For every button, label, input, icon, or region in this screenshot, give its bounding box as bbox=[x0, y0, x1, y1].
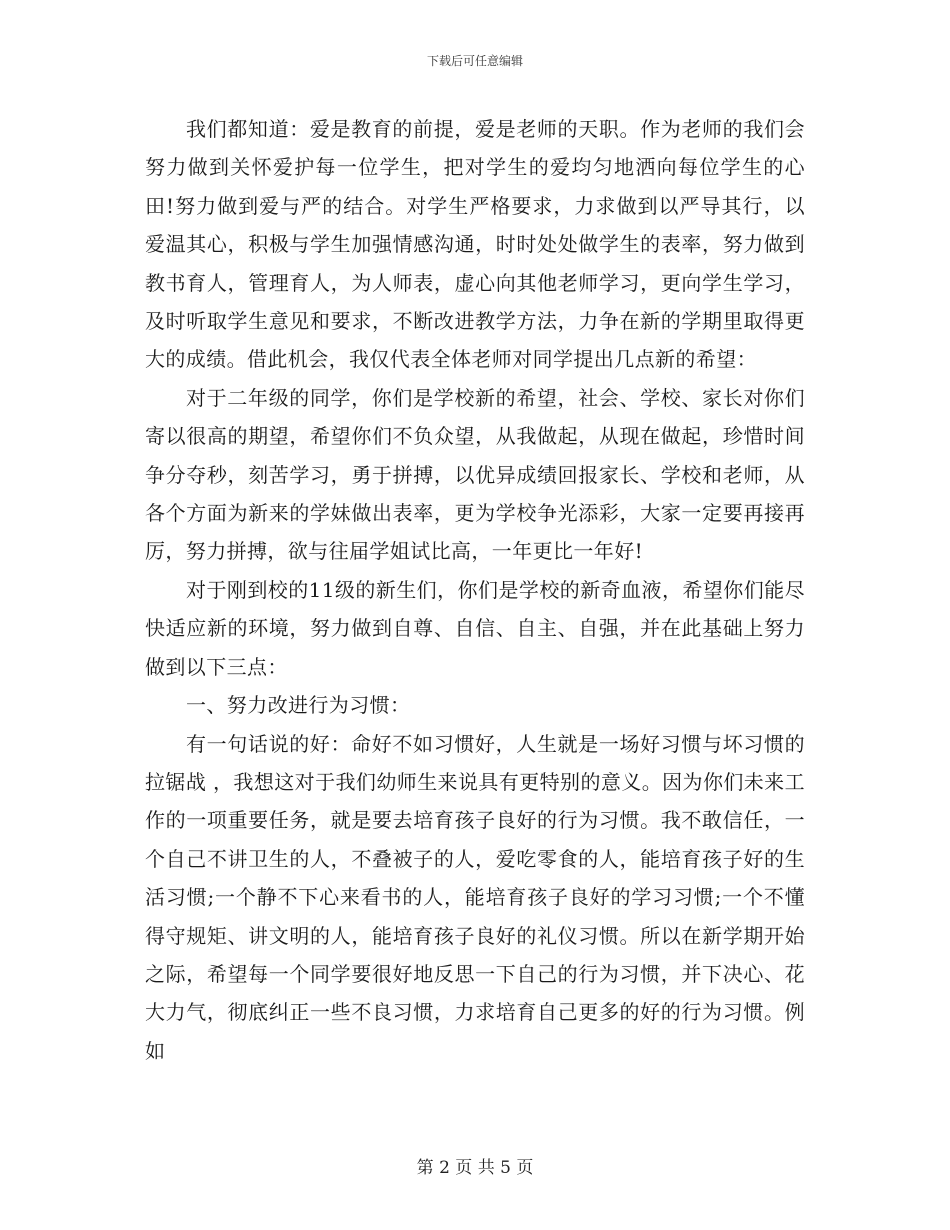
section-heading-habits: 一、努力改进行为习惯： bbox=[186, 693, 411, 718]
paragraph-second-grade: 对于二年级的同学，你们是学校新的希望，社会、学校、家长对你们寄以很高的期望，希望你们不负众望，从我做起，从现在做起，珍惜时间争分夺秒，刻苦学习，勇于拼搏，以优异成绩回报家长、学校和老师，从各个方面为新来的学妹做出表率，更为学校争光添彩，大家一定要再接再厉，努力拼搏，欲与往届学姐试比高，一年更比一年好! bbox=[145, 385, 805, 564]
page-number-footer: 第 2 页 共 5 页 bbox=[416, 1158, 534, 1178]
paragraph-intro: 我们都知道：爱是教育的前提，爱是老师的天职。作为老师的我们会努力做到关怀爱护每一位学生，把对学生的爱均匀地洒向每位学生的心田!努力做到爱与严的结合。对学生严格要求，力求做到以严导其行，以爱温其心，积极与学生加强情感沟通，时时处处做学生的表率，努力做到教书育人，管理育人，为人师表，虚心向其他老师学习，更向学生学习，及时听取学生意见和要求，不断改进教学方法，力争在新的学期里取得更大的成绩。借此机会，我仅代表全体老师对同学提出几点新的希望： bbox=[145, 117, 805, 372]
page-header-note: 下载后可任意编辑 bbox=[426, 54, 523, 68]
paragraph-habits: 有一句话说的好：命好不如习惯好，人生就是一场好习惯与坏习惯的拉锯战 ，我想这对于我们幼师生来说具有更特别的意义。因为你们未来工作的一项重要任务，就是要去培育孩子良好的行为习惯。我不敢信任，一个自己不讲卫生的人，不叠被子的人，爱吃零食的人，能培育孩子好的生活习惯;一个静不下心来看书的人，能培育孩子良好的学习习惯;一个不懂得守规矩、讲文明的人，能培育孩子良好的礼仪习惯。所以在新学期开始之际，希望每一个同学要很好地反思一下自己的行为习惯，并下决心、花大力气，彻底纠正一些不良习惯，力求培育自己更多的好的行为习惯。例如 bbox=[145, 731, 805, 1063]
paragraph-new-students: 对于刚到校的11级的新生们，你们是学校的新奇血液，希望你们能尽快适应新的环境，努力做到自尊、自信、自主、自强，并在此基础上努力做到以下三点： bbox=[145, 577, 805, 679]
document-body bbox=[145, 110, 805, 1070]
